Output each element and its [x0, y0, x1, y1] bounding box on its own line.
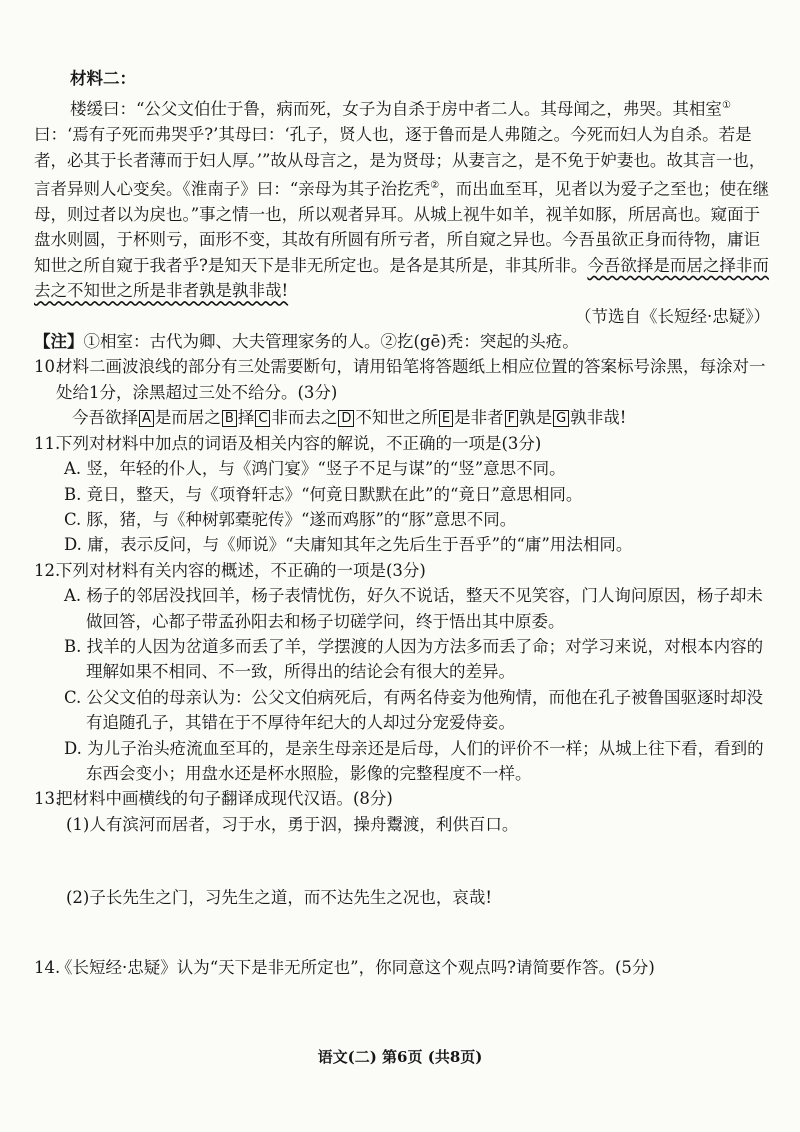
- material2-text-2: 曰：‘焉有子死而弗哭乎?’其母曰：‘孔子，贤人也，逐于鲁而是人弗随之。今死而妇人为自杀。若是者，必其于长者薄而于妇人厚。’”故从母言之，是为贤母；从妻言之，是不免于妒妻也。故其言一也，言者异则人心变矣。《淮南子》曰：“亲母为其子治扢秃: [34, 125, 766, 199]
- q12-option-d: D. 为儿子治头疮流血至耳的，是亲生母亲还是后母，人们的评价不一样；从城上往下看，看到的东西会变小；用盘水还是杯水照脸，影像的完整程度不一样。: [64, 738, 764, 783]
- wavy-underlined-sentence: 今吾欲择是而居之择非而去之不知世之所是非者孰是孰非哉!: [34, 255, 769, 301]
- q12-option-c: C. 公父文伯的母亲认为：公父文伯病死后，有两名侍妾为他殉情，而他在孔子被鲁国驱逐时却没有追随孔子，其错在于不厚待年纪大的人却过分宠爱侍妾。: [64, 687, 764, 733]
- q12-option-a: A. 杨子的邻居没找回羊，杨子表情忧伤，好久不说话，整天不见笑容，门人询问原因，杨子却未做回答，心都子带孟孙阳去和杨子切磋学问，终于悟出其中原委。: [64, 586, 763, 631]
- note-marker-1: ①: [721, 100, 731, 112]
- q11-option-b: B. 竟日，整天，与《项脊轩志》“何竟日默默在此”的“竟日”意思相同。: [64, 484, 583, 504]
- question-10-number: 10.: [34, 357, 61, 377]
- note-tag: 【注】: [34, 332, 84, 352]
- answer-space: [34, 911, 774, 955]
- answer-box-c[interactable]: C: [255, 410, 270, 427]
- question-12-number: 12.: [34, 560, 61, 580]
- segment: 今吾欲择: [72, 408, 138, 428]
- answer-box-d[interactable]: D: [338, 410, 354, 427]
- material2-paragraph: [34, 93, 774, 303]
- answer-space: [34, 837, 774, 885]
- segment: 是非者: [454, 408, 504, 428]
- question-12-text: 下列对材料有关内容的概述，不正确的一项是(3分): [56, 560, 426, 580]
- q11-option-d: D. 庸，表示反问，与《师说》“夫庸知其年之先后生于吾乎”的“庸”用法相同。: [64, 535, 633, 555]
- question-14-number: 14.: [34, 957, 61, 977]
- segment: 孰是: [519, 408, 553, 428]
- question-12: [34, 558, 774, 583]
- note-marker-2: ②: [430, 180, 440, 192]
- answer-box-g[interactable]: G: [553, 410, 569, 427]
- punctuation-sentence: [34, 405, 774, 430]
- question-10: [34, 354, 774, 405]
- page-content: [34, 66, 774, 980]
- segment: 是而居之: [154, 408, 221, 428]
- question-10-text: 材料二画波浪线的部分有三处需要断句，请用铅笔将答题纸上相应位置的答案标号涂黑，每涂对一处给1分，涂黑超过三处不给分。(3分): [56, 357, 766, 402]
- segment: 不知世之所: [355, 408, 438, 428]
- question-11-text: 下列对材料中加点的词语及相关内容的解说，不正确的一项是(3分): [56, 433, 542, 453]
- answer-box-f[interactable]: F: [505, 410, 518, 427]
- q11-option-c: C. 豚，猪，与《种树郭橐驼传》“遂而鸡豚”的“豚”意思不同。: [64, 509, 517, 529]
- question-13-text: 把材料中画横线的句子翻译成现代汉语。(8分): [56, 789, 393, 809]
- q13-sentence-2: (2)子长先生之门，习先生之道，而不达先生之况也，哀哉!: [66, 888, 493, 908]
- material2-text-3: ，而出血至耳，见者以为爱子之至也；使在继母，则过者以为戾也。”事之情一也，所以观者异耳。从城上视牛如羊，视羊如豚，所居高也。窥面于盘水则圆，于杯则亏，面形不变，其故有所圆有所亏者，所自窥之异也。今吾虽欲正身而待物，庸讵知世之所自窥于我者乎?是知天下是非无所定也。是各是其所是，非其所非。: [34, 179, 770, 275]
- answer-box-e[interactable]: E: [439, 410, 453, 427]
- question-14-text: 《长短经·忠疑》认为“天下是非无所定也”，你同意这个观点吗?请简要作答。(5分): [56, 957, 655, 977]
- question-13-number: 13.: [34, 789, 61, 809]
- segment: 择: [237, 408, 255, 428]
- question-11: [34, 431, 774, 456]
- q11-option-a: A. 竖，年轻的仆人，与《鸿门宴》“竖子不足与谋”的“竖”意思不同。: [64, 459, 566, 479]
- segment: 孰非哉!: [570, 408, 627, 428]
- answer-box-a[interactable]: A: [139, 410, 154, 427]
- material2-text-1: 楼缓曰：“公父文伯仕于鲁，病而死，女子为自杀于房中者二人。其母闻之，弗哭。其相室: [70, 99, 722, 119]
- note-text: ①相室：古代为卿、大夫管理家务的人。②扢(gē)秃：突起的头疮。: [83, 332, 579, 352]
- question-13: [34, 786, 774, 811]
- q12-option-b: B. 找羊的人因为岔道多而丢了羊，学摆渡的人因为方法多而丢了命；对学习来说，对根本内容的理解如果不相同、不一致，所得出的结论会有很大的差异。: [64, 636, 764, 682]
- material2-source: （节选自《长短经·忠疑》）: [575, 306, 770, 326]
- question-14: [34, 955, 774, 980]
- answer-box-b[interactable]: B: [222, 410, 237, 427]
- annotation-note: [34, 329, 774, 354]
- page-footer: 语文(二) 第6页 (共8页): [317, 1048, 483, 1066]
- q13-sentence-1: (1)人有滨河而居者，习于水，勇于泅，操舟鬻渡，利供百口。: [66, 814, 519, 834]
- question-11-number: 11.: [34, 433, 61, 453]
- segment: 非而去之: [271, 408, 338, 428]
- material2-heading: 材料二：: [70, 69, 136, 88]
